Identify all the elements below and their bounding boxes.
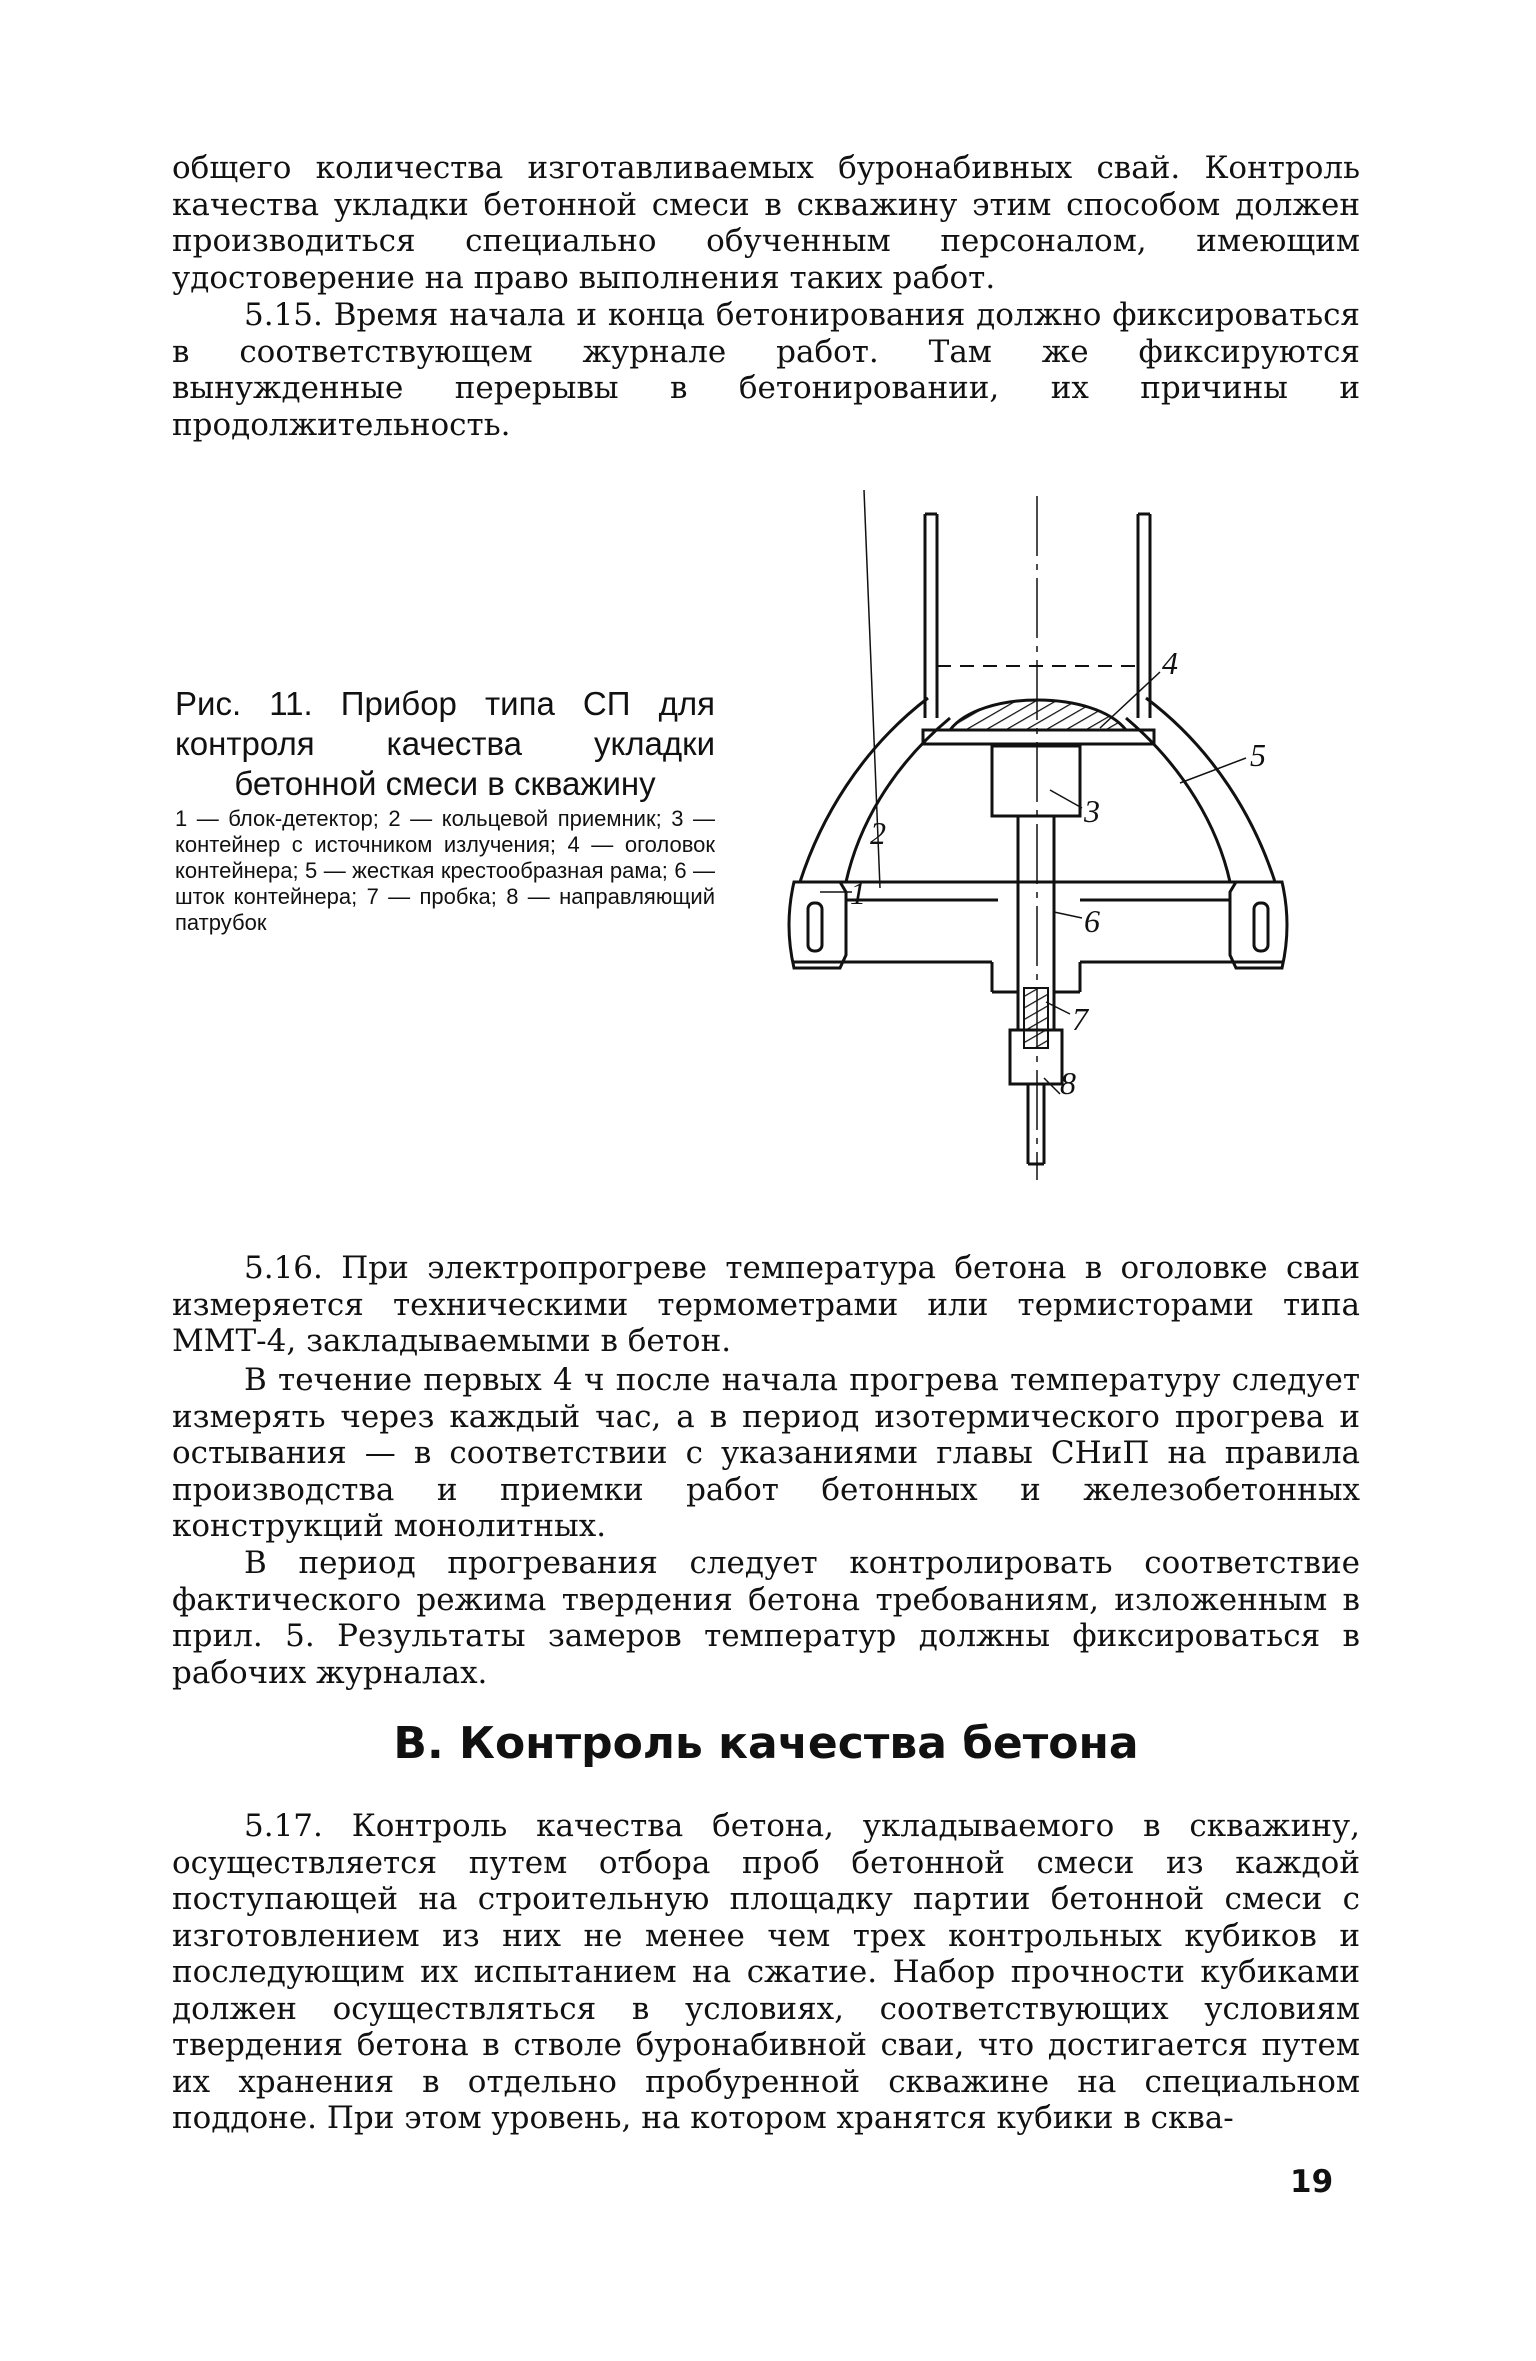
label-8: 8 bbox=[1060, 1065, 1076, 1101]
paragraph-5-15: 5.15. Время начала и конца бетонирования должно фиксироваться в соответствующем журнале работ. Там же фиксируются вынужденные перерывы в бетонировании, их причины и продолжительность. bbox=[172, 297, 1360, 443]
label-2: 2 bbox=[870, 815, 886, 851]
label-1: 1 bbox=[850, 875, 866, 911]
label-3: 3 bbox=[1084, 793, 1100, 829]
paragraph-heating-schedule: В течение первых 4 ч после начала прогрева температуру следует измерять через каждый час, а в период изотермического прогрева и остывания — в соответствии с указаниями главы СНиП на правила производства и приемки работ бетонных и железобетонных конструкций монолитных. bbox=[172, 1362, 1360, 1544]
paragraph-5-16: 5.16. При электропрогреве температура бетона в оголовке сваи измеряется техническими термометрами или термисторами типа ММТ-4, закладываемыми в бетон. bbox=[172, 1250, 1360, 1359]
device-outline bbox=[789, 514, 1287, 1164]
label-5: 5 bbox=[1250, 737, 1266, 773]
section-heading: В. Контроль качества бетона bbox=[393, 1718, 1139, 1769]
page-number: 19 bbox=[1290, 2164, 1334, 2200]
label-4: 4 bbox=[1162, 645, 1178, 681]
paragraph-heating-control: В период прогревания следует контролировать соответствие фактического режима твердения бетона требованиям, изложенным в прил. 5. Результаты замеров температур должны фиксироваться в рабочих журналах. bbox=[172, 1545, 1360, 1691]
paragraph-continuation: общего количества изготавливаемых буронабивных свай. Контроль качества укладки бетонной смеси в скважину этим способом должен производиться специально обученным персоналом, имеющим удостоверение на право выполнения таких работ. bbox=[172, 150, 1360, 296]
paragraph-5-17: 5.17. Контроль качества бетона, укладываемого в скважину, осуществляется путем отбора проб бетонной смеси из каждой поступающей на строительную площадку партии бетонной смеси с изготовлением из них не менее чем трех контрольных кубиков и последующим их испытанием на сжатие. Набор прочности кубиками должен осуществляться в условиях, соответствующих условиям твердения бетона в стволе буронабивной сваи, что достигается путем их хранения в отдельно пробуренной скважине на специальном поддоне. При этом уровень, на котором хранятся кубики в сква- bbox=[172, 1808, 1360, 2136]
probe-device-diagram bbox=[760, 490, 1320, 1190]
plug-hatch bbox=[1024, 988, 1048, 1048]
label-6: 6 bbox=[1084, 903, 1100, 939]
figure-caption-title: Рис. 11. Прибор типа СП для контроля качества укладки бетонной смеси в скважину bbox=[175, 685, 715, 802]
figure-caption-legend: 1 — блок-детектор; 2 — кольцевой приемник; 3 — контейнер с источником излучения; 4 — оголовок контейнера; 5 — жесткая крестообразная рама; 6 — шток контейнера; 7 — пробка; 8 — направляющий патрубок bbox=[175, 806, 715, 935]
container-head-hatch bbox=[950, 700, 1126, 730]
label-7: 7 bbox=[1072, 1001, 1088, 1037]
